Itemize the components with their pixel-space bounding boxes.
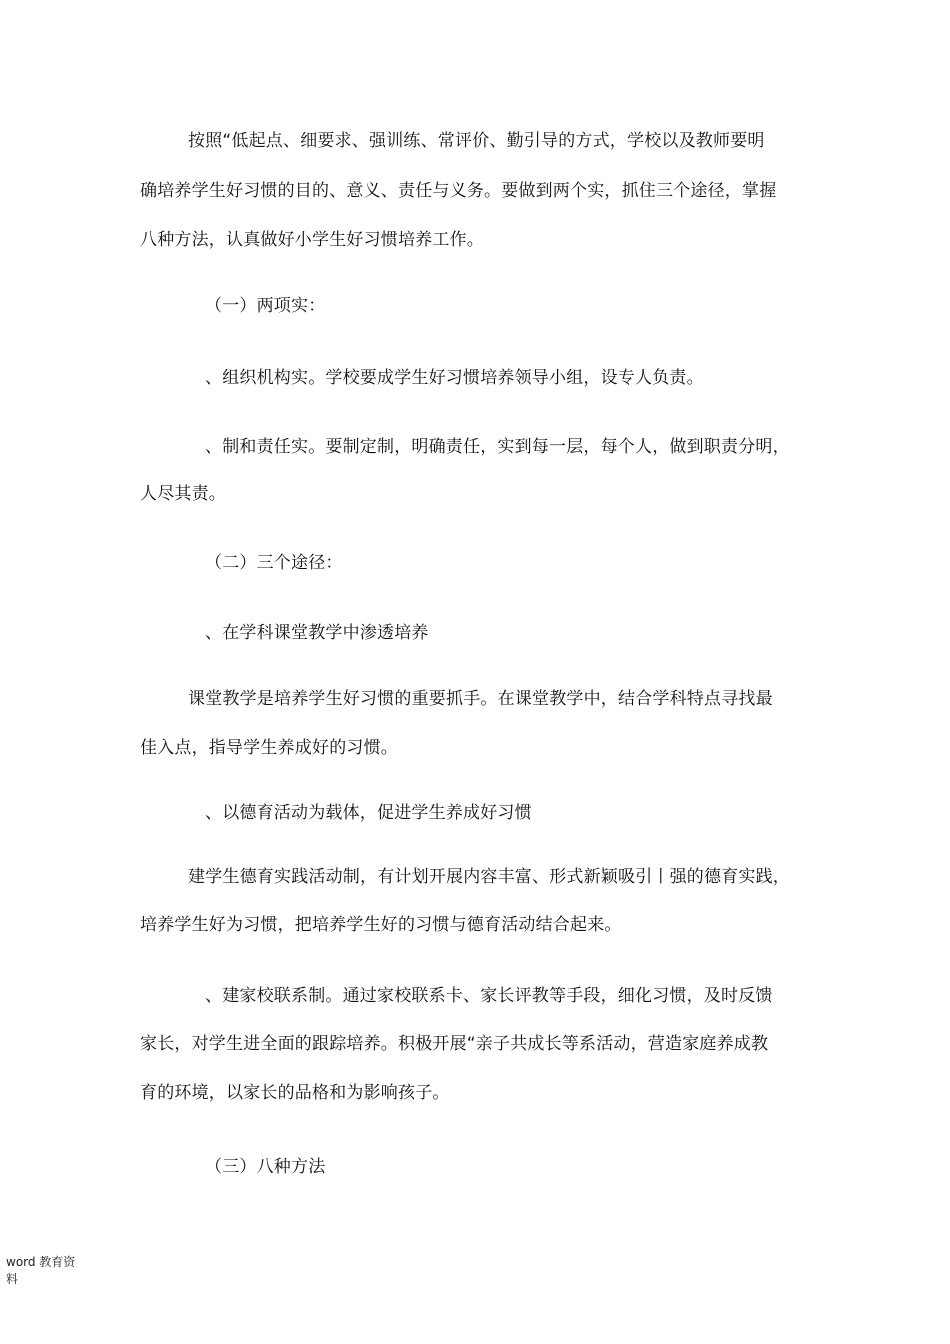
paragraph-line: 育的环境，以家长的品格和为影响孩子。 xyxy=(140,1083,450,1103)
list-item: 、组织机构实。学校要成学生好习惯培养领导小组，设专人负责。 xyxy=(205,368,704,388)
section-heading: （二）三个途径： xyxy=(205,553,343,573)
list-item: 、以德育活动为载体，促进学生养成好习惯 xyxy=(205,803,532,823)
paragraph-line: 培养学生好为习惯，把培养学生好的习惯与德育活动结合起来。 xyxy=(140,915,622,935)
list-item: 、建家校联系制。通过家校联系卡、家长评教等手段，细化习惯，及时反馈 xyxy=(205,986,773,1006)
list-item: 、制和责任实。要制定制，明确责任，实到每一层，每个人，做到职责分明， xyxy=(205,437,790,457)
paragraph-line: 按照“低起点、细要求、强训练、常评价、勤引导的方式，学校以及教师要明 xyxy=(188,131,765,151)
footer-label: word 教育资料 xyxy=(6,1255,76,1286)
paragraph-line: 建学生德育实践活动制，有计划开展内容丰富、形式新颖吸引丨强的德育实践， xyxy=(188,867,790,887)
paragraph-line: 八种方法，认真做好小学生好习惯培养工作。 xyxy=(140,230,484,250)
paragraph-line: 人尽其责。 xyxy=(140,484,226,504)
paragraph-line: 佳入点，指导学生养成好的习惯。 xyxy=(140,738,398,758)
list-item: 、在学科课堂教学中渗透培养 xyxy=(205,623,429,643)
paragraph-line: 家长，对学生进全面的跟踪培养。积极开展“亲子共成长等系活动，营造家庭养成教 xyxy=(140,1034,769,1054)
section-heading: （三）八种方法 xyxy=(205,1157,326,1177)
paragraph-line: 课堂教学是培养学生好习惯的重要抓手。在课堂教学中，结合学科特点寻找最 xyxy=(188,689,773,709)
paragraph-line: 确培养学生好习惯的目的、意义、责任与义务。要做到两个实，抓住三个途径，掌握 xyxy=(140,181,777,201)
section-heading: （一）两项实： xyxy=(205,296,326,316)
